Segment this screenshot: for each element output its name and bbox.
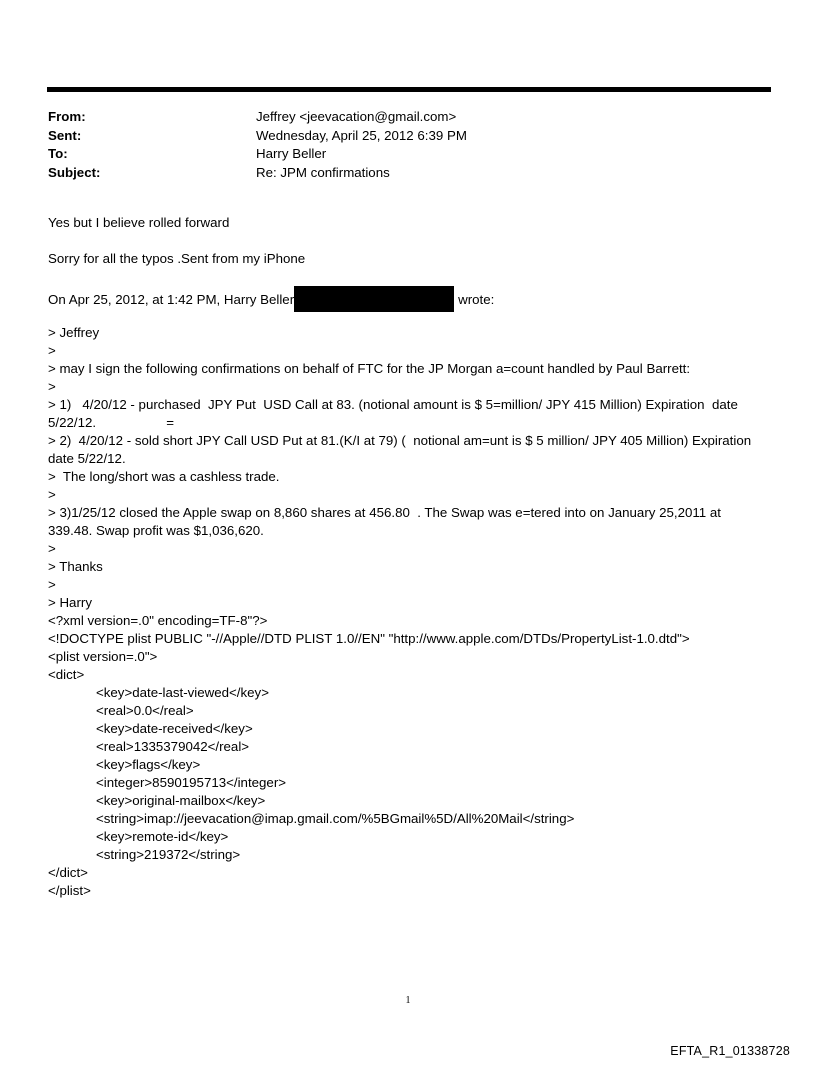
- quote-intro-before: On Apr 25, 2012, at 1:42 PM, Harry Beller: [48, 292, 295, 307]
- quoted-line: > may I sign the following confirmations on behalf of FTC for the JP Morgan a=count handled by Paul Barrett:: [48, 361, 691, 376]
- reply-text: Yes but I believe rolled forward: [48, 215, 230, 230]
- plist-block: [48, 612, 768, 684]
- quoted-line: > 3)1/25/12 closed the Apple swap on 8,860 shares at 456.80 . The Swap was e=tered into on January 25,2011 at 339.48. Swap profit was $1,036,620.: [48, 505, 725, 538]
- plist-line: <!DOCTYPE plist PUBLIC "-//Apple//DTD PLIST 1.0//EN" "http://www.apple.com/DTDs/PropertyList-1.0.dtd">: [48, 631, 690, 646]
- quoted-message: [48, 324, 768, 612]
- sent-label: Sent:: [48, 127, 82, 143]
- quoted-line: > Jeffrey: [48, 325, 100, 340]
- subject-value: Re: JPM confirmations: [256, 164, 390, 180]
- quoted-line: > Thanks: [48, 559, 103, 574]
- plist-dict-line: <string>imap://jeevacation@imap.gmail.com/%5BGmail%5D/All%20Mail</string>: [96, 811, 575, 826]
- subject-label: Subject:: [48, 164, 101, 180]
- to-label: To:: [48, 146, 68, 161]
- quoted-line: > 1) 4/20/12 - purchased JPY Put USD Call at 83. (notional amount is $ 5=million/ JPY 415 Million) Expiration date 5/22/12. =: [48, 397, 742, 430]
- to-row: [48, 145, 748, 164]
- sent-row: [48, 127, 748, 146]
- email-header: [48, 108, 748, 182]
- to-value: Harry Beller: [256, 146, 327, 161]
- quoted-line: >: [48, 541, 56, 556]
- quoted-line: > 2) 4/20/12 - sold short JPY Call USD Put at 81.(K/I at 79) ( notional am=unt is $ 5 million/ JPY 405 Million) Expiration date 5/22/12.: [48, 433, 755, 466]
- quoted-line: >: [48, 487, 56, 502]
- plist-dict-line: <key>date-last-viewed</key>: [96, 685, 269, 700]
- quote-intro: [48, 286, 768, 312]
- sent-value: Wednesday, April 25, 2012 6:39 PM: [256, 127, 467, 143]
- plist-dict-line: <key>date-received</key>: [96, 721, 253, 736]
- from-row: [48, 108, 748, 127]
- plist-end: [48, 864, 768, 900]
- plist-end-line: </dict>: [48, 865, 88, 880]
- email-body: [48, 214, 768, 900]
- plist-dict-line: <real>1335379042</real>: [96, 739, 250, 754]
- plist-dict-line: <integer>8590195713</integer>: [96, 775, 287, 790]
- bates-number: EFTA_R1_01338728: [670, 1044, 790, 1058]
- plist-line: <?xml version=.0" encoding=TF-8"?>: [48, 613, 268, 628]
- signature-text: Sorry for all the typos .Sent from my iPhone: [48, 251, 306, 266]
- quoted-line: >: [48, 577, 56, 592]
- quoted-line: > The long/short was a cashless trade.: [48, 469, 280, 484]
- quoted-line: >: [48, 379, 56, 394]
- plist-dict-line: <string>219372</string>: [96, 847, 241, 862]
- plist-line: <plist version=.0">: [48, 649, 158, 664]
- page-number: 1: [405, 995, 411, 1006]
- quoted-line: >: [48, 343, 56, 358]
- redaction-box: [294, 286, 454, 312]
- subject-row: [48, 164, 748, 183]
- quoted-line: > Harry: [48, 595, 92, 610]
- quote-intro-after: wrote:: [458, 292, 495, 307]
- header-rule: [47, 87, 771, 92]
- plist-end-line: </plist>: [48, 883, 91, 898]
- plist-dict-line: <key>remote-id</key>: [96, 829, 229, 844]
- plist-dict-line: <real>0.0</real>: [96, 703, 194, 718]
- from-label: From:: [48, 109, 86, 124]
- from-value: Jeffrey <jeevacation@gmail.com>: [256, 109, 457, 124]
- plist-dict-line: <key>flags</key>: [96, 757, 201, 772]
- plist-dict-entries: [48, 684, 768, 864]
- plist-line: <dict>: [48, 667, 85, 682]
- plist-dict-line: <key>original-mailbox</key>: [96, 793, 266, 808]
